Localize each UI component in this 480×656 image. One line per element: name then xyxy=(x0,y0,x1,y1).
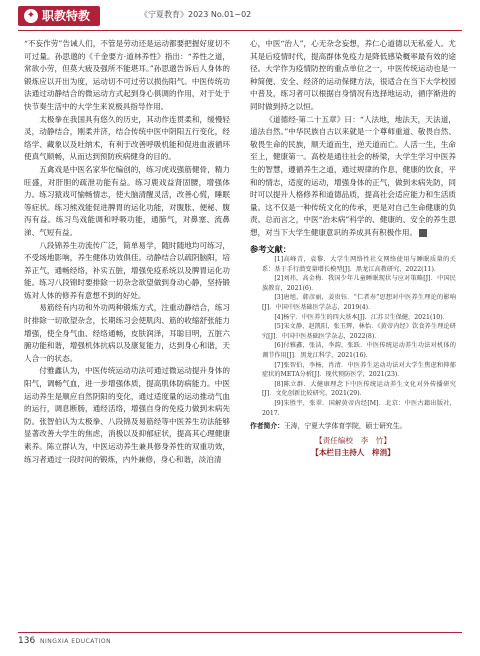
paragraph: “不妄作劳”告诫人们，不管是劳动还是运动都要把握好度切不可过量。孙思邈的《千金要方·道林养性》指出：“养性之道，常欲小劳，但莫大疲及强所不能堪耳。”孙思邈告诉后人身体的锻炼应以开出为度，运动切不可过劳以损伤阳气。中医传统功法通过动静结合的微运动方式起到身心俱调的作用，对于处于快节奏生活中的大学生来说极具指导作用。 xyxy=(24,39,230,111)
paragraph: 八段锦养生功流传广泛，简单易学，随时随地均可练习，不受场地影响，养生健体功效俱佳。动静结合以疏阴脑阳，培养正气，通畅经络，补实五脏，增强免疫系统以及脾胃运化功能。练习八段锦时要排除一切杂念欲望做到身动心静，坚持锻炼对人体的修养有意想不到的好处。 xyxy=(24,240,230,300)
header-divider xyxy=(18,30,462,31)
paragraph: 易筋经有内功和外功两种锻炼方式，注重动静结合，练习时排除一切欲望杂念，长期练习会使肌肉、筋的收缩舒张能力增强，使全身气血、经络通畅，皮肤润泽，耳聪目明，五脏六腑功能和谐，增强机体抗病以及康复能力，达到身心和谐，天人合一的状态。 xyxy=(24,303,230,363)
right-column xyxy=(250,38,456,459)
left-column xyxy=(24,38,230,466)
reference-item: [1]高峰青，袁黎．大学生网络性社交网络使用与睡眠质量的关系：基于手行潜变量增长模型[J]．黑龙江高教研究，2022(11)． xyxy=(262,256,456,273)
page-number: 136 xyxy=(18,636,36,646)
paragraph: 付雅鑫认为，中医传统运动功法可通过微运动提升身体的阳气，调畅气血，进一步增强体质，提高肌体防病能力。中医运动养生是顺应自然阴阳的变化，通过适度量的运动推动气血的运行，调息断肠，通经活络，增强自身的免疫力做到未病先防。张智伯认为太极拳、八段锦及易筋经等中医养生功法能够显著改善大学生的焦虑，消极以及抑郁症状，提高其心理健康素养。陈立群认为，中医运动养生兼具修身养性的双重功效，练习者通过一段时间的锻炼，内外兼修，身心和谐，淡泊清 xyxy=(24,366,230,464)
reference-item: [9]朱胜宇，张翠．国解黄帝内经[M]．北京：中医古籍出版社，2017． xyxy=(262,400,456,417)
author-label: 作者简介： xyxy=(250,422,284,431)
reference-item: [4]杨宁．中医养生的四大基本[J]．江苏卫生保健，2021(10)． xyxy=(274,313,449,321)
end-mark-icon: N xyxy=(419,229,427,237)
section-logo-icon: ✦ xyxy=(24,9,38,23)
editor-credits xyxy=(250,435,456,459)
paragraph: 心，中医“治人”，心无杂念妄想，养仁心道德以无私爱人。尤其是后疫情时代，提高群体免疫力是降低感染概率最有效的途径。大学作为疫情防控的重点单位之一，中医传统运动也是一种简便、安全、经济的运动保健方法，很适合在当下大学校园中普及，练习者可以根据自身情况有选择地运动，循序渐进的同时做到持之以恒。 xyxy=(250,39,456,111)
reference-item: [8]陈立群．大健康理念下中医传统运动养生文化对外传播研究[J]．文化创新比较研究，2021(29)． xyxy=(262,380,456,398)
author-text: 王涛，宁夏大学体育学院，硕士研究生。 xyxy=(283,422,407,431)
page-header xyxy=(0,0,480,34)
references-title: 参考文献： xyxy=(250,243,291,254)
page-footer xyxy=(18,632,462,649)
reference-item: [2]刘祎，高金梅．我国少年儿童睡眠现状与应对策略[J]．中国民族教育，2021(6)． xyxy=(262,275,456,292)
reference-item: [6]付雅鑫，张洁，李韵，张跃．中医传统运动养生功法对机体的调节作用[J]．黑龙江科学，2021(16)． xyxy=(262,342,456,360)
paragraph xyxy=(250,114,456,240)
footer-journal-name: NINGXIA EDUCATION xyxy=(40,638,112,645)
paragraph: 太极拳在我国具有悠久的历史，其动作连贯柔和，缓慢轻灵，动静结合，刚柔并济，结合传统中医中阴阳五行变化，经络学、藏象以及吐纳术，有利于改善呼吸机能和促进血液循环使真气顺畅，从而达到预防疾病健身的目的。 xyxy=(24,114,230,162)
column-host: 【本栏目主持人 梓涓】 xyxy=(311,448,395,458)
section-badge xyxy=(18,6,100,26)
journal-issue: 《宁夏教育》2023 No.01~02 xyxy=(140,10,252,19)
paragraph-text: 《道德经·第二十五章》曰：“人法地，地法天，天法道，道法自然。”中华民族自古以来就是一个尊师重道、敬畏自然、敬畏生命的民族，顺天道而生，逆天道而亡。人活一生，生命至上，健康第一。高校是通往社会的桥梁，大学生学习中医养生的智慧，遵循养生之道，通过规律的作息，健康的饮食，平和的情志，适度的运动，增强身体的正气，做到未病先防，同时可以提升人格修养和道德品质，提高社会适应能力和生活质量。这不仅是一种传统文化的传承，更是对自己生命健康的负责。总而言之，中医“治未病”科学的、健康的、安全的养生思想，对当下大学生健康意识的养成具有积极作用。 xyxy=(250,114,456,237)
reference-item: [7]张智伯，李杨，肖清．中医养生运动功法对大学生焦虑和抑郁症状的META分析[J]．现代预防医学，2021(23)． xyxy=(262,361,456,379)
paragraph: 五禽戏是中医名家华佗编创的，练习虎戏强筋健骨，精力旺盛，对肝胆的疏泄功能有益。练习鹿戏益肾固腰，增强体力。练习猿戏可愉畅情志，使大脑清醒灵活，改善心慌，睡眠等症状。练习熊戏能促进脾胃的运化功能，对腹胀、便秘、腹泻有益。练习鸟戏能调和呼吸功能，通肺气，对鼻塞、流鼻涕、气短有益。 xyxy=(24,164,230,237)
responsible-editor: 【责任编校 李 竹】 xyxy=(315,436,391,446)
reference-item: [3]唐旭，韩彦丽，姜贵钰．“仁者寿”思想对中医养生理论的影响[J]．中国中医基础医学杂志，2019(4)． xyxy=(262,294,456,312)
author-info xyxy=(250,421,456,431)
reference-item: [5]宋文静，赵凯阳，张玉辉，林怡．《黄帝内经》饮食养生理论研究[J]．中国中医基础医学杂志，2022(8)． xyxy=(262,323,456,340)
section-badge-label: 职教特教 xyxy=(42,9,91,23)
